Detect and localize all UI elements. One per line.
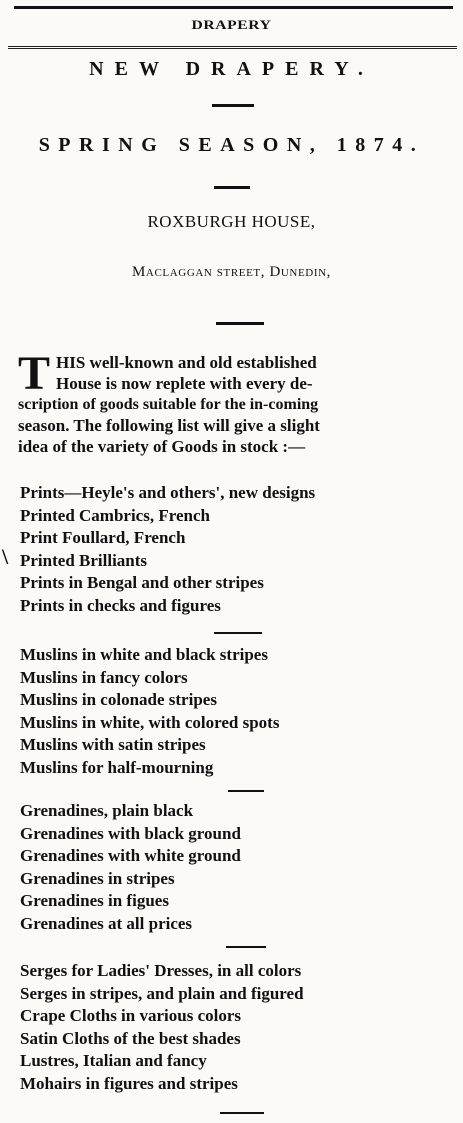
item-group-muslins [20, 644, 457, 779]
list-item: Printed Brilliants [20, 550, 148, 570]
advert-subtitle: SPRING SEASON, 1874. [38, 134, 425, 156]
list-item: Lustres, Italian and fancy [20, 1051, 207, 1070]
list-item: Satin Cloths of the best shades [20, 1028, 241, 1048]
list-item: Grenadines with white ground [20, 846, 241, 865]
list-item: Muslins for half-mourning [20, 757, 214, 777]
group-divider [214, 632, 262, 634]
ornament-rule [214, 186, 250, 189]
list-item: Crape Cloths in various colors [20, 1006, 241, 1025]
section-divider [8, 46, 457, 49]
list-item: Serges for Ladies' Dresses, in all colors [20, 961, 302, 980]
list-item: Prints—Heyle's and others', new designs [20, 483, 316, 502]
list-item: Muslins in fancy colors [20, 667, 188, 687]
house-name: ROXBURGH HOUSE, [147, 212, 316, 231]
list-item: Grenadines with black ground [20, 823, 241, 843]
item-group-serges [20, 960, 457, 1095]
intro-line: HIS well-known and old established [56, 353, 317, 372]
list-item: Muslins in white and black stripes [20, 645, 268, 664]
list-item: Grenadines in figues [20, 891, 169, 910]
intro-line: scription of goods suitable for the in-coming [18, 396, 319, 413]
list-item: Print Foullard, French [20, 528, 186, 547]
intro-paragraph [18, 347, 457, 457]
advert-title: NEW DRAPERY. [89, 58, 374, 80]
list-item: Muslins in white, with colored spots [20, 712, 280, 732]
list-item: Serges in stripes, and plain and figured [20, 983, 304, 1003]
intro-line: idea of the variety of Goods in stock :— [18, 437, 306, 456]
item-group-grenadines [20, 800, 457, 935]
margin-mark: \ [2, 544, 9, 569]
ornament-rule [212, 104, 254, 107]
intro-line: House is now replete with every de- [56, 374, 313, 393]
group-divider [226, 946, 266, 948]
intro-line: season. The following list will give a slight [18, 416, 320, 435]
list-item: Printed Cambrics, French [20, 505, 210, 525]
list-item: Mohairs in figures and stripes [20, 1073, 238, 1093]
item-group-prints [20, 482, 457, 617]
section-label: DRAPERY [191, 17, 272, 32]
group-divider [228, 790, 264, 792]
list-item: Prints in Bengal and other stripes [20, 573, 264, 592]
list-item: Grenadines at all prices [20, 913, 193, 933]
list-item: Grenadines in stripes [20, 868, 175, 888]
list-item: Grenadines, plain black [20, 801, 194, 820]
group-divider [220, 1112, 264, 1114]
top-rule [14, 6, 453, 9]
list-item: Muslins in colonade stripes [20, 690, 217, 709]
address: Maclaggan street, Dunedin, [132, 264, 331, 280]
divider-rule [216, 322, 264, 325]
list-item: Prints in checks and figures [20, 595, 221, 615]
drop-cap: T [18, 347, 51, 400]
list-item: Muslins with satin stripes [20, 735, 206, 754]
